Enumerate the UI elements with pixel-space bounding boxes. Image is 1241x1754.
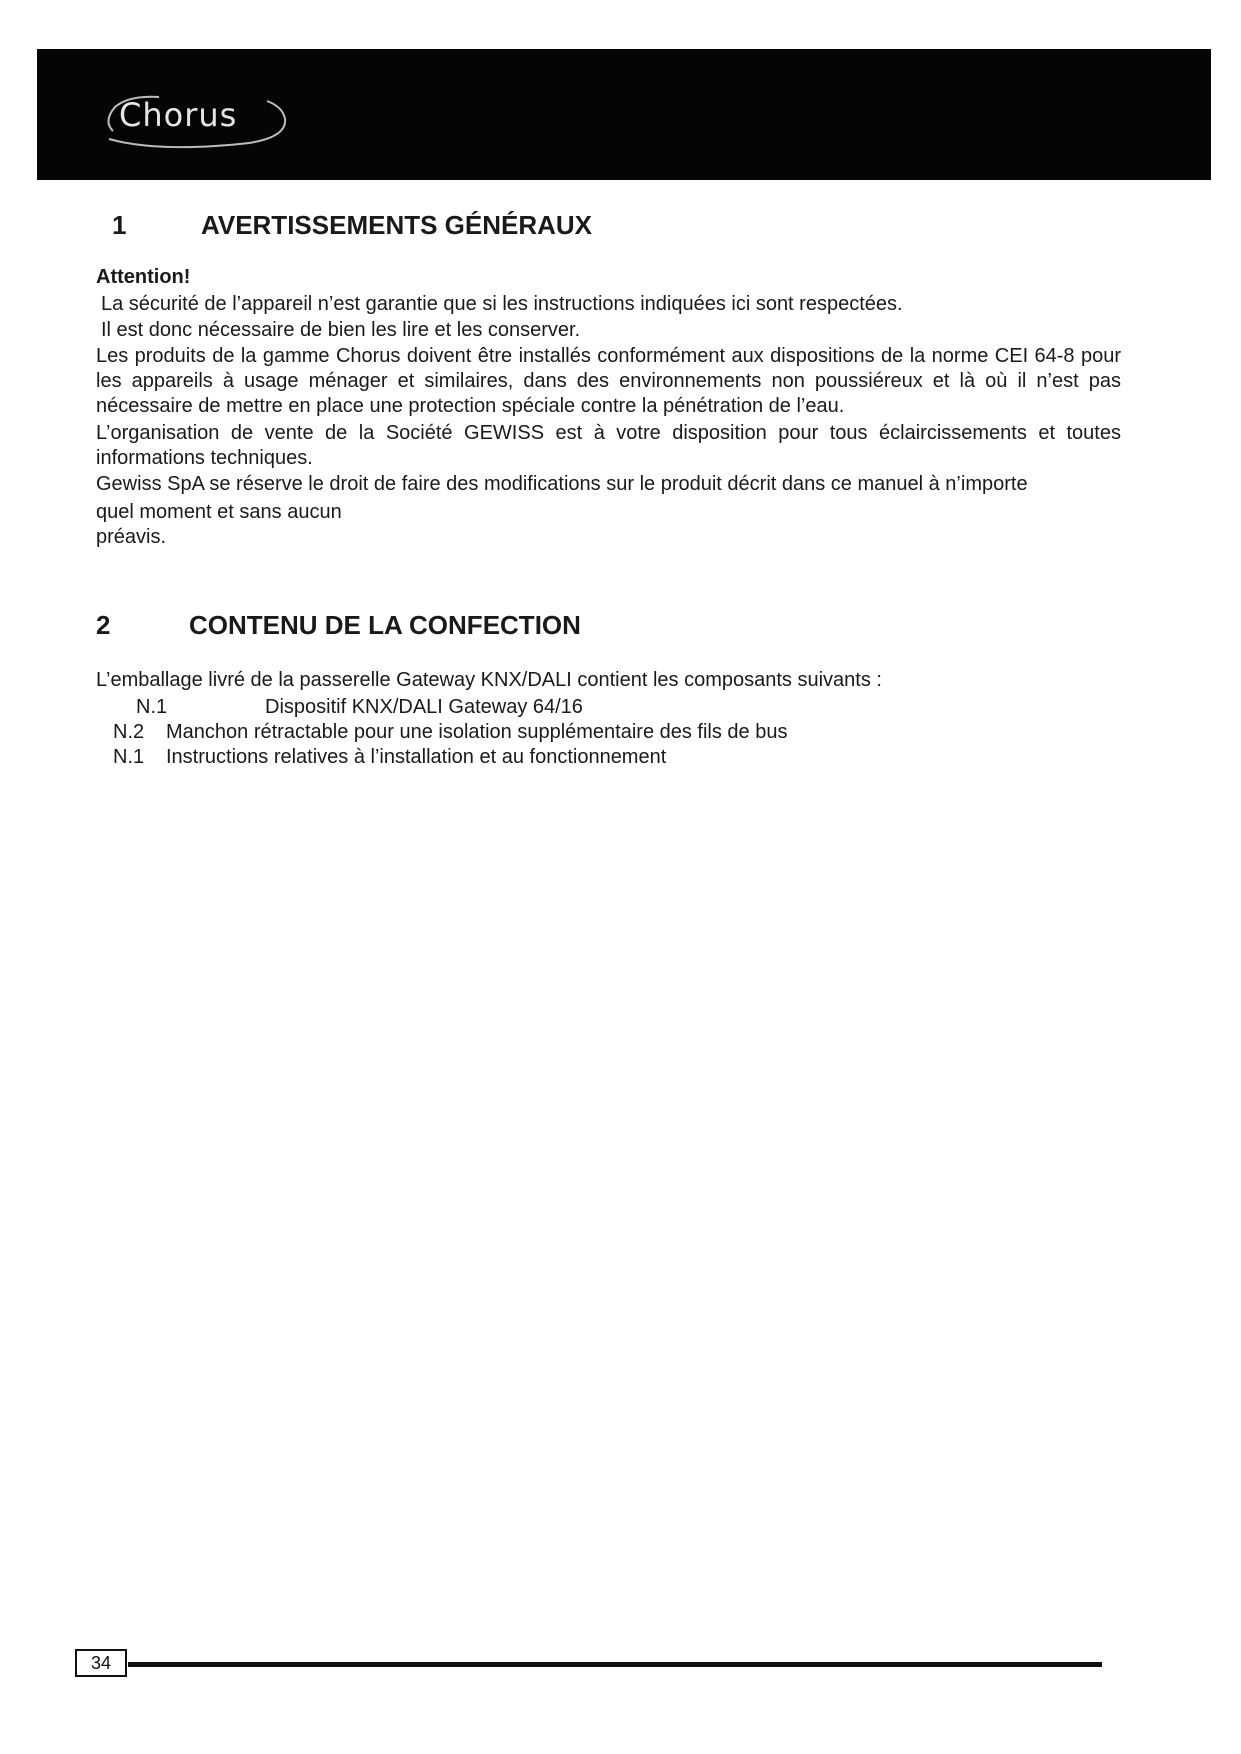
list-item-qty: N.1 [136,696,168,718]
safety-line-2: Il est donc nécessaire de bien les lire et les conserver. [101,319,581,341]
section-2-heading [96,612,696,642]
list-item-qty: N.1 [113,746,145,768]
list-item [0,720,1241,745]
paragraph-rights-line-2: quel moment et sans aucun [96,501,342,523]
contents-intro: L’emballage livré de la passerelle Gateway KNX/DALI contient les composants suivants : [96,669,882,691]
safety-line-1: La sécurité de l’appareil n’est garantie que si les instructions indiquées ici sont respectées. [101,293,903,315]
list-item-desc: Instructions relatives à l’installation et au fonctionnement [166,746,667,768]
list-item-desc: Manchon rétractable pour une isolation supplémentaire des fils de bus [166,721,788,743]
paragraph-rights-line-3: préavis. [96,526,167,548]
paragraph-rights-line-1: Gewiss SpA se réserve le droit de faire des modifications sur le produit décrit dans ce manuel à n’importe [96,473,1028,495]
attention-label: Attention! [96,266,191,288]
logo-text: Chorus [119,96,238,134]
section-2-title: CONTENU DE LA CONFECTION [189,610,581,640]
list-item-qty: N.2 [113,721,145,743]
page-number: 34 [75,1649,127,1677]
list-item-desc: Dispositif KNX/DALI Gateway 64/16 [265,696,583,718]
section-1-title: AVERTISSEMENTS GÉNÉRAUX [201,210,593,240]
section-2-number: 2 [96,610,111,640]
list-item [0,745,1241,770]
paragraph-norms: Les produits de la gamme Chorus doivent être installés conformément aux dispositions de la norme CEI 64-8 pour les appareils à usage ménager et similaires, dans des environnements non poussiéreux et là où il n’est pas nécessaire de mettre en place une protection spéciale contre la pénétration de l’eau. [96,345,1121,417]
list-item [0,695,1241,720]
section-1-heading [112,212,712,242]
section-1-number: 1 [112,210,127,240]
header-bar [37,49,1211,180]
chorus-logo [99,87,299,149]
footer-rule [128,1662,1102,1667]
paragraph-sales: L’organisation de vente de la Société GEWISS est à votre disposition pour tous éclaircissements et toutes informations techniques. [96,422,1121,469]
